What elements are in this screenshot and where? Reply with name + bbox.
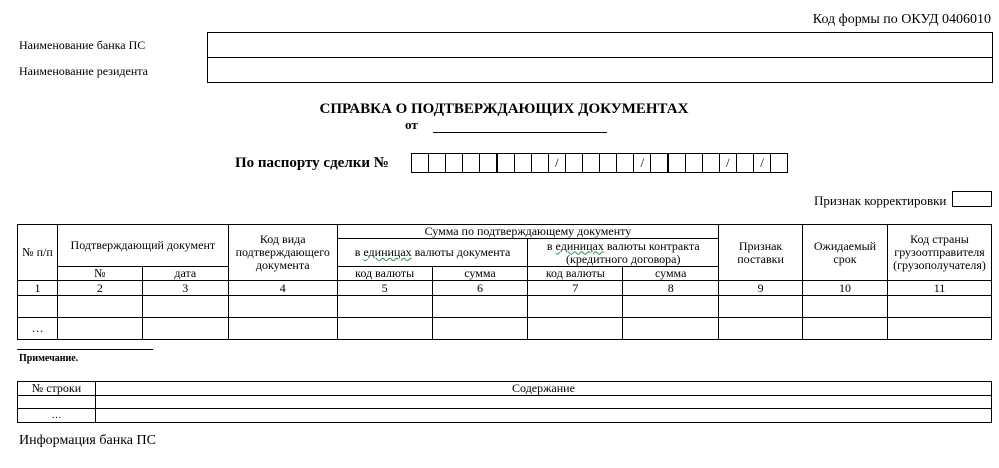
- passport-digit-cell[interactable]: [411, 153, 429, 173]
- passport-digit-cell[interactable]: [616, 153, 634, 173]
- header-amount-2: сумма: [623, 267, 719, 281]
- header-currency-code-2: код валюты: [528, 267, 623, 281]
- table-cell[interactable]: [95, 396, 991, 409]
- note-header-row: № строки: [18, 382, 96, 396]
- header-doc-currency-suffix: валюты документа: [411, 245, 511, 259]
- bank-name-label: Наименование банка ПС: [19, 38, 146, 52]
- date-from-label: от: [405, 117, 418, 132]
- table-cell[interactable]: [142, 318, 228, 340]
- table-cell[interactable]: [18, 396, 96, 409]
- table-cell[interactable]: [528, 296, 623, 318]
- table-cell[interactable]: [337, 296, 432, 318]
- documents-table: [17, 224, 992, 340]
- passport-digit-cell[interactable]: [445, 153, 463, 173]
- correction-label: Признак корректировки: [814, 193, 947, 208]
- passport-digit-cell[interactable]: [770, 153, 788, 173]
- table-cell[interactable]: [719, 296, 803, 318]
- passport-digit-cell[interactable]: [582, 153, 600, 173]
- column-number: 10: [803, 281, 888, 296]
- table-cell[interactable]: [57, 296, 142, 318]
- passport-digit-cell[interactable]: [462, 153, 480, 173]
- table-cell[interactable]: [887, 296, 991, 318]
- table-cell[interactable]: [142, 296, 228, 318]
- header-kind: Код вида подтверждающего документа: [228, 225, 337, 281]
- resident-name-label: Наименование резидента: [19, 64, 148, 78]
- column-number: 2: [57, 281, 142, 296]
- passport-digit-cell[interactable]: /: [753, 153, 771, 173]
- note-header-content: Содержание: [95, 382, 991, 396]
- header-amount-1: сумма: [432, 267, 528, 281]
- header-delivery: Признак поставки: [719, 225, 803, 281]
- table-cell[interactable]: [432, 296, 528, 318]
- header-doc-date: дата: [142, 267, 228, 281]
- document-title: СПРАВКА О ПОДТВЕРЖДАЮЩИХ ДОКУМЕНТАХ: [319, 101, 689, 117]
- table-row: [18, 296, 992, 318]
- table-cell[interactable]: [337, 318, 432, 340]
- table-cell[interactable]: [228, 296, 337, 318]
- header-contract-currency-prefix: в: [546, 238, 556, 253]
- header-num: № п/п: [18, 225, 58, 281]
- column-number: 3: [142, 281, 228, 296]
- passport-digit-cell[interactable]: [599, 153, 617, 173]
- note-divider: [17, 349, 153, 350]
- bank-info-label: Информация банка ПС: [19, 433, 156, 448]
- passport-digit-cell[interactable]: [565, 153, 583, 173]
- table-cell[interactable]: [95, 409, 991, 423]
- passport-digit-cell[interactable]: /: [719, 153, 737, 173]
- table-cell[interactable]: [432, 318, 528, 340]
- table-row: [18, 318, 992, 340]
- date-from-field[interactable]: [433, 117, 607, 133]
- header-contract-currency: [528, 239, 719, 267]
- column-number: 9: [719, 281, 803, 296]
- passport-digit-cell[interactable]: /: [633, 153, 651, 173]
- passport-digit-cell[interactable]: [428, 153, 446, 173]
- passport-digit-cell[interactable]: /: [548, 153, 566, 173]
- passport-digit-cell[interactable]: [736, 153, 754, 173]
- resident-name-field[interactable]: [207, 57, 993, 83]
- header-doc: Подтверждающий документ: [57, 225, 228, 267]
- passport-digit-cell[interactable]: [685, 153, 703, 173]
- correction-field[interactable]: [952, 191, 992, 207]
- table-cell[interactable]: [803, 296, 888, 318]
- column-number: 8: [623, 281, 719, 296]
- table-row: [18, 409, 992, 423]
- passport-digit-cell[interactable]: [514, 153, 532, 173]
- table-cell[interactable]: [623, 318, 719, 340]
- header-contract-currency-units: единицах: [555, 238, 604, 253]
- table-cell[interactable]: [528, 318, 623, 340]
- header-currency-code-1: код валюты: [337, 267, 432, 281]
- note-label: Примечание.: [19, 353, 79, 364]
- table-cell[interactable]: [887, 318, 991, 340]
- header-doc-currency-units: единицах: [363, 245, 412, 259]
- header-doc-currency: [337, 239, 528, 267]
- passport-label: По паспорту сделки №: [235, 155, 389, 171]
- column-number: 5: [337, 281, 432, 296]
- passport-digit-cell[interactable]: [702, 153, 720, 173]
- ellipsis-cell: …: [18, 409, 96, 423]
- header-doc-num: №: [57, 267, 142, 281]
- table-cell[interactable]: [57, 318, 142, 340]
- bank-name-field[interactable]: [207, 32, 993, 58]
- header-doc-currency-prefix: в: [354, 245, 364, 259]
- header-contract-currency-suffix: валюты контракта (кредитного договора): [566, 238, 700, 266]
- column-number: 6: [432, 281, 528, 296]
- table-row: [18, 396, 992, 409]
- okud-code: Код формы по ОКУД 0406010: [812, 12, 991, 27]
- note-table: [17, 381, 992, 423]
- table-cell[interactable]: [803, 318, 888, 340]
- header-sum: Сумма по подтверждающему документу: [337, 225, 718, 239]
- table-cell[interactable]: [623, 296, 719, 318]
- column-number: 4: [228, 281, 337, 296]
- table-cell[interactable]: [18, 296, 58, 318]
- column-number: 7: [528, 281, 623, 296]
- header-country: Код страны грузоотправителя (грузополучателя): [887, 225, 991, 281]
- column-numbers-row: [18, 281, 992, 296]
- column-number: 11: [887, 281, 991, 296]
- column-number: 1: [18, 281, 58, 296]
- passport-digit-cell[interactable]: [531, 153, 549, 173]
- passport-digit-cell[interactable]: [479, 153, 497, 173]
- header-expected: Ожидаемый срок: [803, 225, 888, 281]
- passport-digit-cell[interactable]: [650, 153, 668, 173]
- table-cell[interactable]: [228, 318, 337, 340]
- passport-digit-cell[interactable]: [668, 153, 686, 173]
- ellipsis-cell: …: [18, 318, 58, 340]
- table-cell[interactable]: [719, 318, 803, 340]
- passport-digit-cell[interactable]: [497, 153, 515, 173]
